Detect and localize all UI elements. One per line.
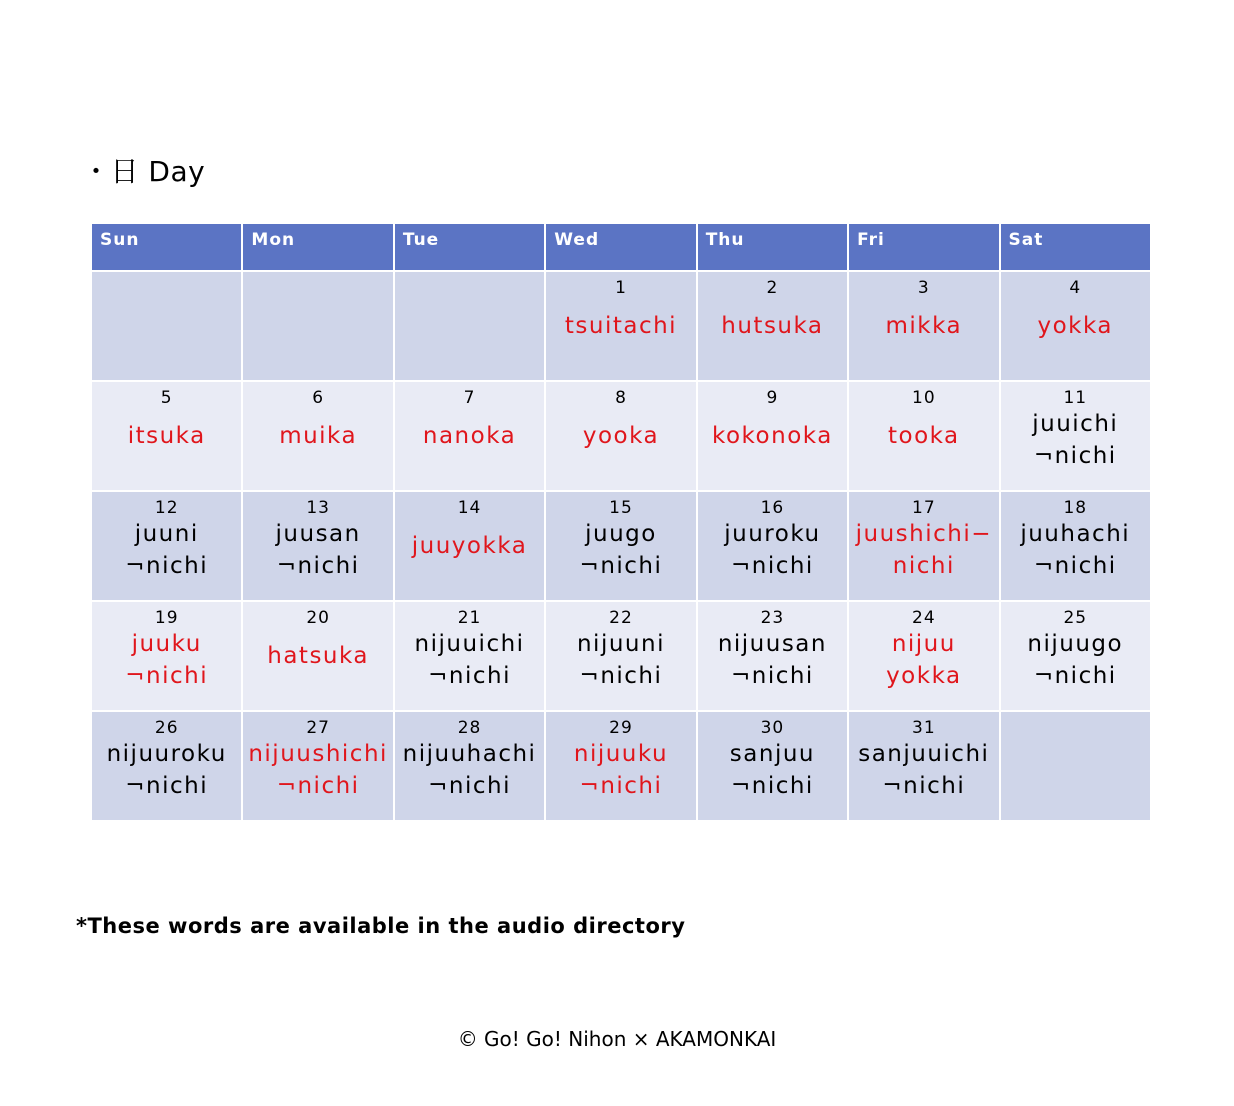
day-reading: muika — [279, 423, 358, 449]
day-cell — [697, 711, 848, 821]
day-cell — [697, 491, 848, 601]
day-number: 7 — [463, 388, 476, 408]
day-number: 10 — [912, 388, 936, 408]
day-reading: nijuuni — [576, 631, 665, 657]
day-number: 14 — [457, 498, 482, 518]
day-reading: juugo — [585, 521, 657, 547]
day-reading: ¬nichi — [882, 773, 966, 799]
day-reading: ¬nichi — [276, 553, 360, 579]
week-row — [91, 381, 1151, 491]
day-reading: ¬nichi — [125, 553, 209, 579]
day-number: 2 — [766, 278, 779, 298]
day-cell — [848, 711, 999, 821]
day-reading: nijuuku — [573, 741, 669, 767]
day-reading: tooka — [887, 423, 960, 449]
day-number: 27 — [306, 718, 330, 738]
day-reading: juuhachi — [1020, 521, 1131, 547]
day-reading: yokka — [1037, 313, 1114, 339]
calendar-body — [91, 271, 1151, 821]
day-reading: juuyokka — [411, 533, 528, 559]
day-number: 24 — [912, 608, 936, 628]
weekday-wed: Wed — [545, 223, 696, 271]
day-cell — [848, 271, 999, 381]
day-reading: nijuugo — [1027, 631, 1124, 657]
day-reading: nanoka — [422, 423, 517, 449]
day-number: 18 — [1063, 498, 1088, 518]
day-cell — [1000, 601, 1151, 711]
day-reading: nijuuhachi — [402, 741, 537, 767]
day-cell — [242, 381, 393, 491]
day-reading: hutsuka — [721, 313, 824, 339]
day-cell — [394, 711, 545, 821]
day-reading: juuku — [131, 631, 202, 657]
empty-day-cell — [1000, 711, 1151, 821]
day-reading: nijuuichi — [414, 631, 525, 657]
day-cell — [545, 711, 696, 821]
day-reading: ¬nichi — [428, 773, 511, 799]
day-number: 1 — [615, 278, 627, 298]
day-cell — [1000, 271, 1151, 381]
empty-day-cell — [394, 271, 545, 381]
empty-day-cell — [242, 271, 393, 381]
audio-note: *These words are available in the audio directory — [76, 914, 686, 938]
day-number: 16 — [760, 498, 785, 518]
day-reading: nijuuroku — [106, 741, 227, 767]
day-cell — [848, 601, 999, 711]
day-cell — [545, 381, 696, 491]
weekday-fri: Fri — [848, 223, 999, 271]
day-number: 25 — [1063, 608, 1088, 628]
day-number: 9 — [766, 388, 779, 408]
day-reading: hatsuka — [267, 643, 370, 669]
day-number: 4 — [1069, 278, 1082, 298]
day-number: 28 — [457, 718, 482, 738]
day-reading: ¬nichi — [730, 773, 814, 799]
day-reading: juusan — [275, 521, 361, 547]
day-cell — [545, 491, 696, 601]
day-number: 23 — [760, 608, 785, 628]
day-reading: nijuu — [891, 631, 956, 657]
day-reading: ¬nichi — [428, 663, 511, 689]
day-reading: juuni — [134, 521, 199, 547]
day-number: 19 — [154, 608, 179, 628]
day-cell — [697, 271, 848, 381]
day-reading: sanjuu — [729, 741, 815, 767]
day-cell — [1000, 381, 1151, 491]
day-reading: ¬nichi — [730, 663, 814, 689]
day-cell — [91, 601, 242, 711]
day-reading: ¬nichi — [276, 773, 360, 799]
day-number: 3 — [917, 278, 930, 298]
day-reading: yokka — [886, 663, 962, 689]
day-number: 13 — [306, 498, 330, 518]
day-reading: sanjuuichi — [858, 741, 990, 767]
weekday-mon: Mon — [242, 223, 393, 271]
day-number: 17 — [912, 498, 936, 518]
day-cell — [697, 381, 848, 491]
day-reading: ¬nichi — [1033, 663, 1117, 689]
day-cell — [242, 711, 393, 821]
week-row — [91, 491, 1151, 601]
day-number: 5 — [160, 388, 173, 408]
day-reading: juuichi — [1032, 411, 1119, 437]
day-reading: ¬nichi — [125, 773, 209, 799]
weekday-sat: Sat — [1000, 223, 1151, 271]
day-number: 29 — [609, 718, 633, 738]
day-reading: nichi — [892, 553, 955, 579]
day-cell — [848, 381, 999, 491]
day-reading: nijuushichi — [248, 741, 388, 767]
day-reading: ¬nichi — [579, 663, 663, 689]
day-reading: juuroku — [724, 521, 821, 547]
day-number: 22 — [609, 608, 633, 628]
day-cell — [394, 601, 545, 711]
day-number: 30 — [760, 718, 785, 738]
day-reading: ¬nichi — [730, 553, 814, 579]
day-number: 26 — [154, 718, 179, 738]
day-reading: itsuka — [127, 423, 206, 449]
day-cell — [545, 601, 696, 711]
day-reading: yooka — [582, 423, 660, 449]
weekday-sun: Sun — [91, 223, 242, 271]
empty-day-cell — [91, 271, 242, 381]
week-row — [91, 601, 1151, 711]
day-cell — [848, 491, 999, 601]
day-cell — [394, 381, 545, 491]
day-reading: tsuitachi — [564, 313, 678, 339]
week-row — [91, 711, 1151, 821]
day-cell — [242, 601, 393, 711]
day-number: 6 — [312, 388, 325, 408]
week-row — [91, 271, 1151, 381]
day-cell — [394, 491, 545, 601]
page-title: ・日 Day — [82, 155, 206, 188]
day-number: 11 — [1063, 388, 1088, 408]
day-reading: mikka — [885, 313, 963, 339]
calendar-table — [90, 222, 1152, 822]
day-reading: ¬nichi — [1033, 553, 1117, 579]
day-reading: ¬nichi — [1033, 443, 1117, 469]
day-cell — [242, 491, 393, 601]
day-reading: nijuusan — [717, 631, 827, 657]
day-number: 31 — [912, 718, 936, 738]
day-reading: ¬nichi — [125, 663, 209, 689]
day-number: 12 — [154, 498, 179, 518]
day-reading: ¬nichi — [579, 773, 663, 799]
day-reading: juushichi− — [855, 521, 993, 547]
day-cell — [545, 271, 696, 381]
day-cell — [91, 711, 242, 821]
weekday-tue: Tue — [394, 223, 545, 271]
day-cell — [1000, 491, 1151, 601]
day-number: 15 — [609, 498, 633, 518]
day-reading: ¬nichi — [579, 553, 663, 579]
day-cell — [91, 491, 242, 601]
day-reading: kokonoka — [711, 423, 833, 449]
weekday-thu: Thu — [697, 223, 848, 271]
day-number: 8 — [615, 388, 627, 408]
day-number: 21 — [457, 608, 482, 628]
weekday-header-row — [91, 223, 1151, 271]
day-cell — [697, 601, 848, 711]
day-cell — [91, 381, 242, 491]
day-number: 20 — [306, 608, 330, 628]
copyright-footer: © Go! Go! Nihon × AKAMONKAI — [457, 1027, 777, 1051]
